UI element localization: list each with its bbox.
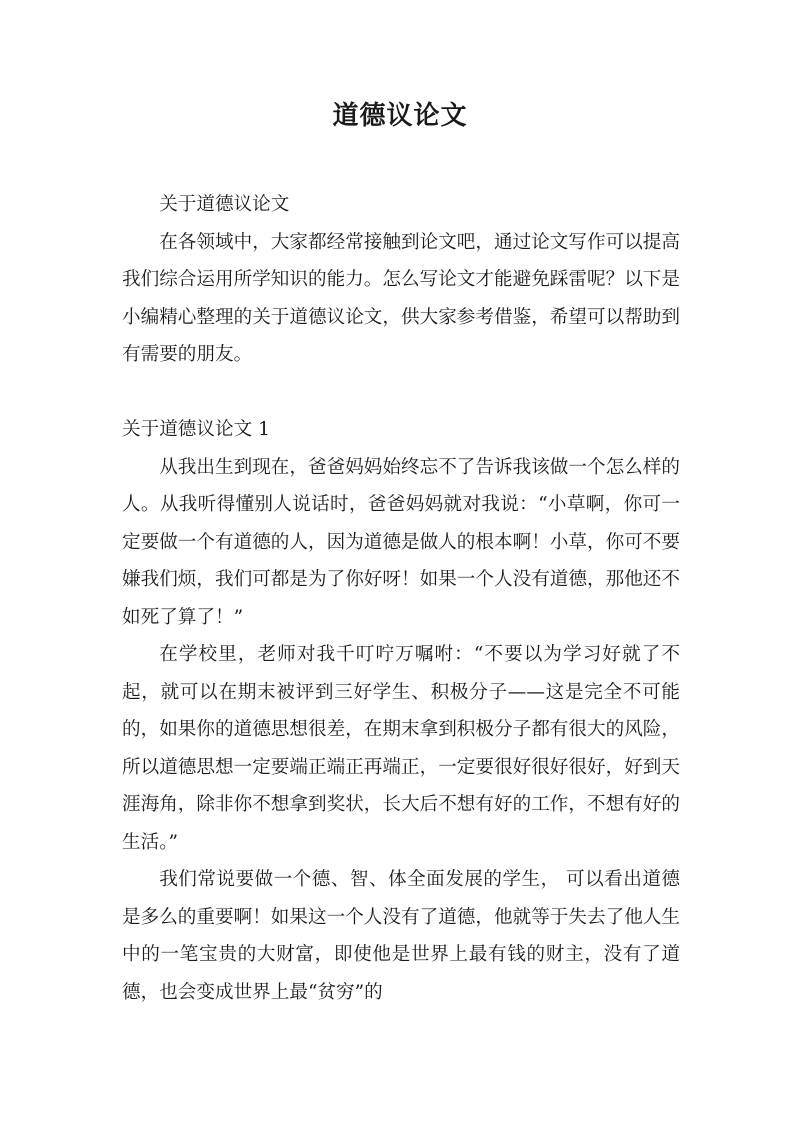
intro-paragraph: 在各领域中，大家都经常接触到论文吧，通过论文写作可以提高我们综合运用所学知识的能力。怎么写论文才能避免踩雷呢？以下是小编精心整理的关于道德议论文，供大家参考借鉴，希望可以帮助到有需要的朋友。 bbox=[122, 231, 680, 365]
document-subtitle: 关于道德议论文 bbox=[159, 194, 290, 215]
body-paragraph-3: 我们常说要做一个德、智、体全面发展的学生， 可以看出道德是多么的重要啊！如果这一个人没有了道德，他就等于失去了他人生中的一笔宝贵的大财富，即使他是世界上最有钱的财主，没有了道德，也会变成世界上最“贫穷”的 bbox=[122, 869, 680, 1003]
document-title: 道德议论文 bbox=[332, 101, 468, 131]
document-body bbox=[122, 186, 680, 1011]
section-heading: 关于道德议论文 1 bbox=[122, 419, 270, 440]
body-paragraph-1: 从我出生到现在，爸爸妈妈始终忘不了告诉我该做一个怎么样的人。从我听得懂别人说话时，爸爸妈妈就对我说：“小草啊，你可一定要做一个有道德的人，因为道德是做人的根本啊！小草，你可不要嫌我们烦，我们可都是为了你好呀！如果一个人没有道德，那他还不如死了算了！” bbox=[122, 456, 680, 628]
body-paragraph-2: 在学校里，老师对我千叮咛万嘱咐：“不要以为学习好就了不起，就可以在期末被评到三好学生、积极分子——这是完全不可能的，如果你的道德思想很差，在期末拿到积极分子都有很大的风险，所以道德思想一定要端正端正再端正，一定要很好很好很好，好到天涯海角，除非你不想拿到奖状，长大后不想有好的工作，不想有好的生活。” bbox=[122, 644, 680, 853]
